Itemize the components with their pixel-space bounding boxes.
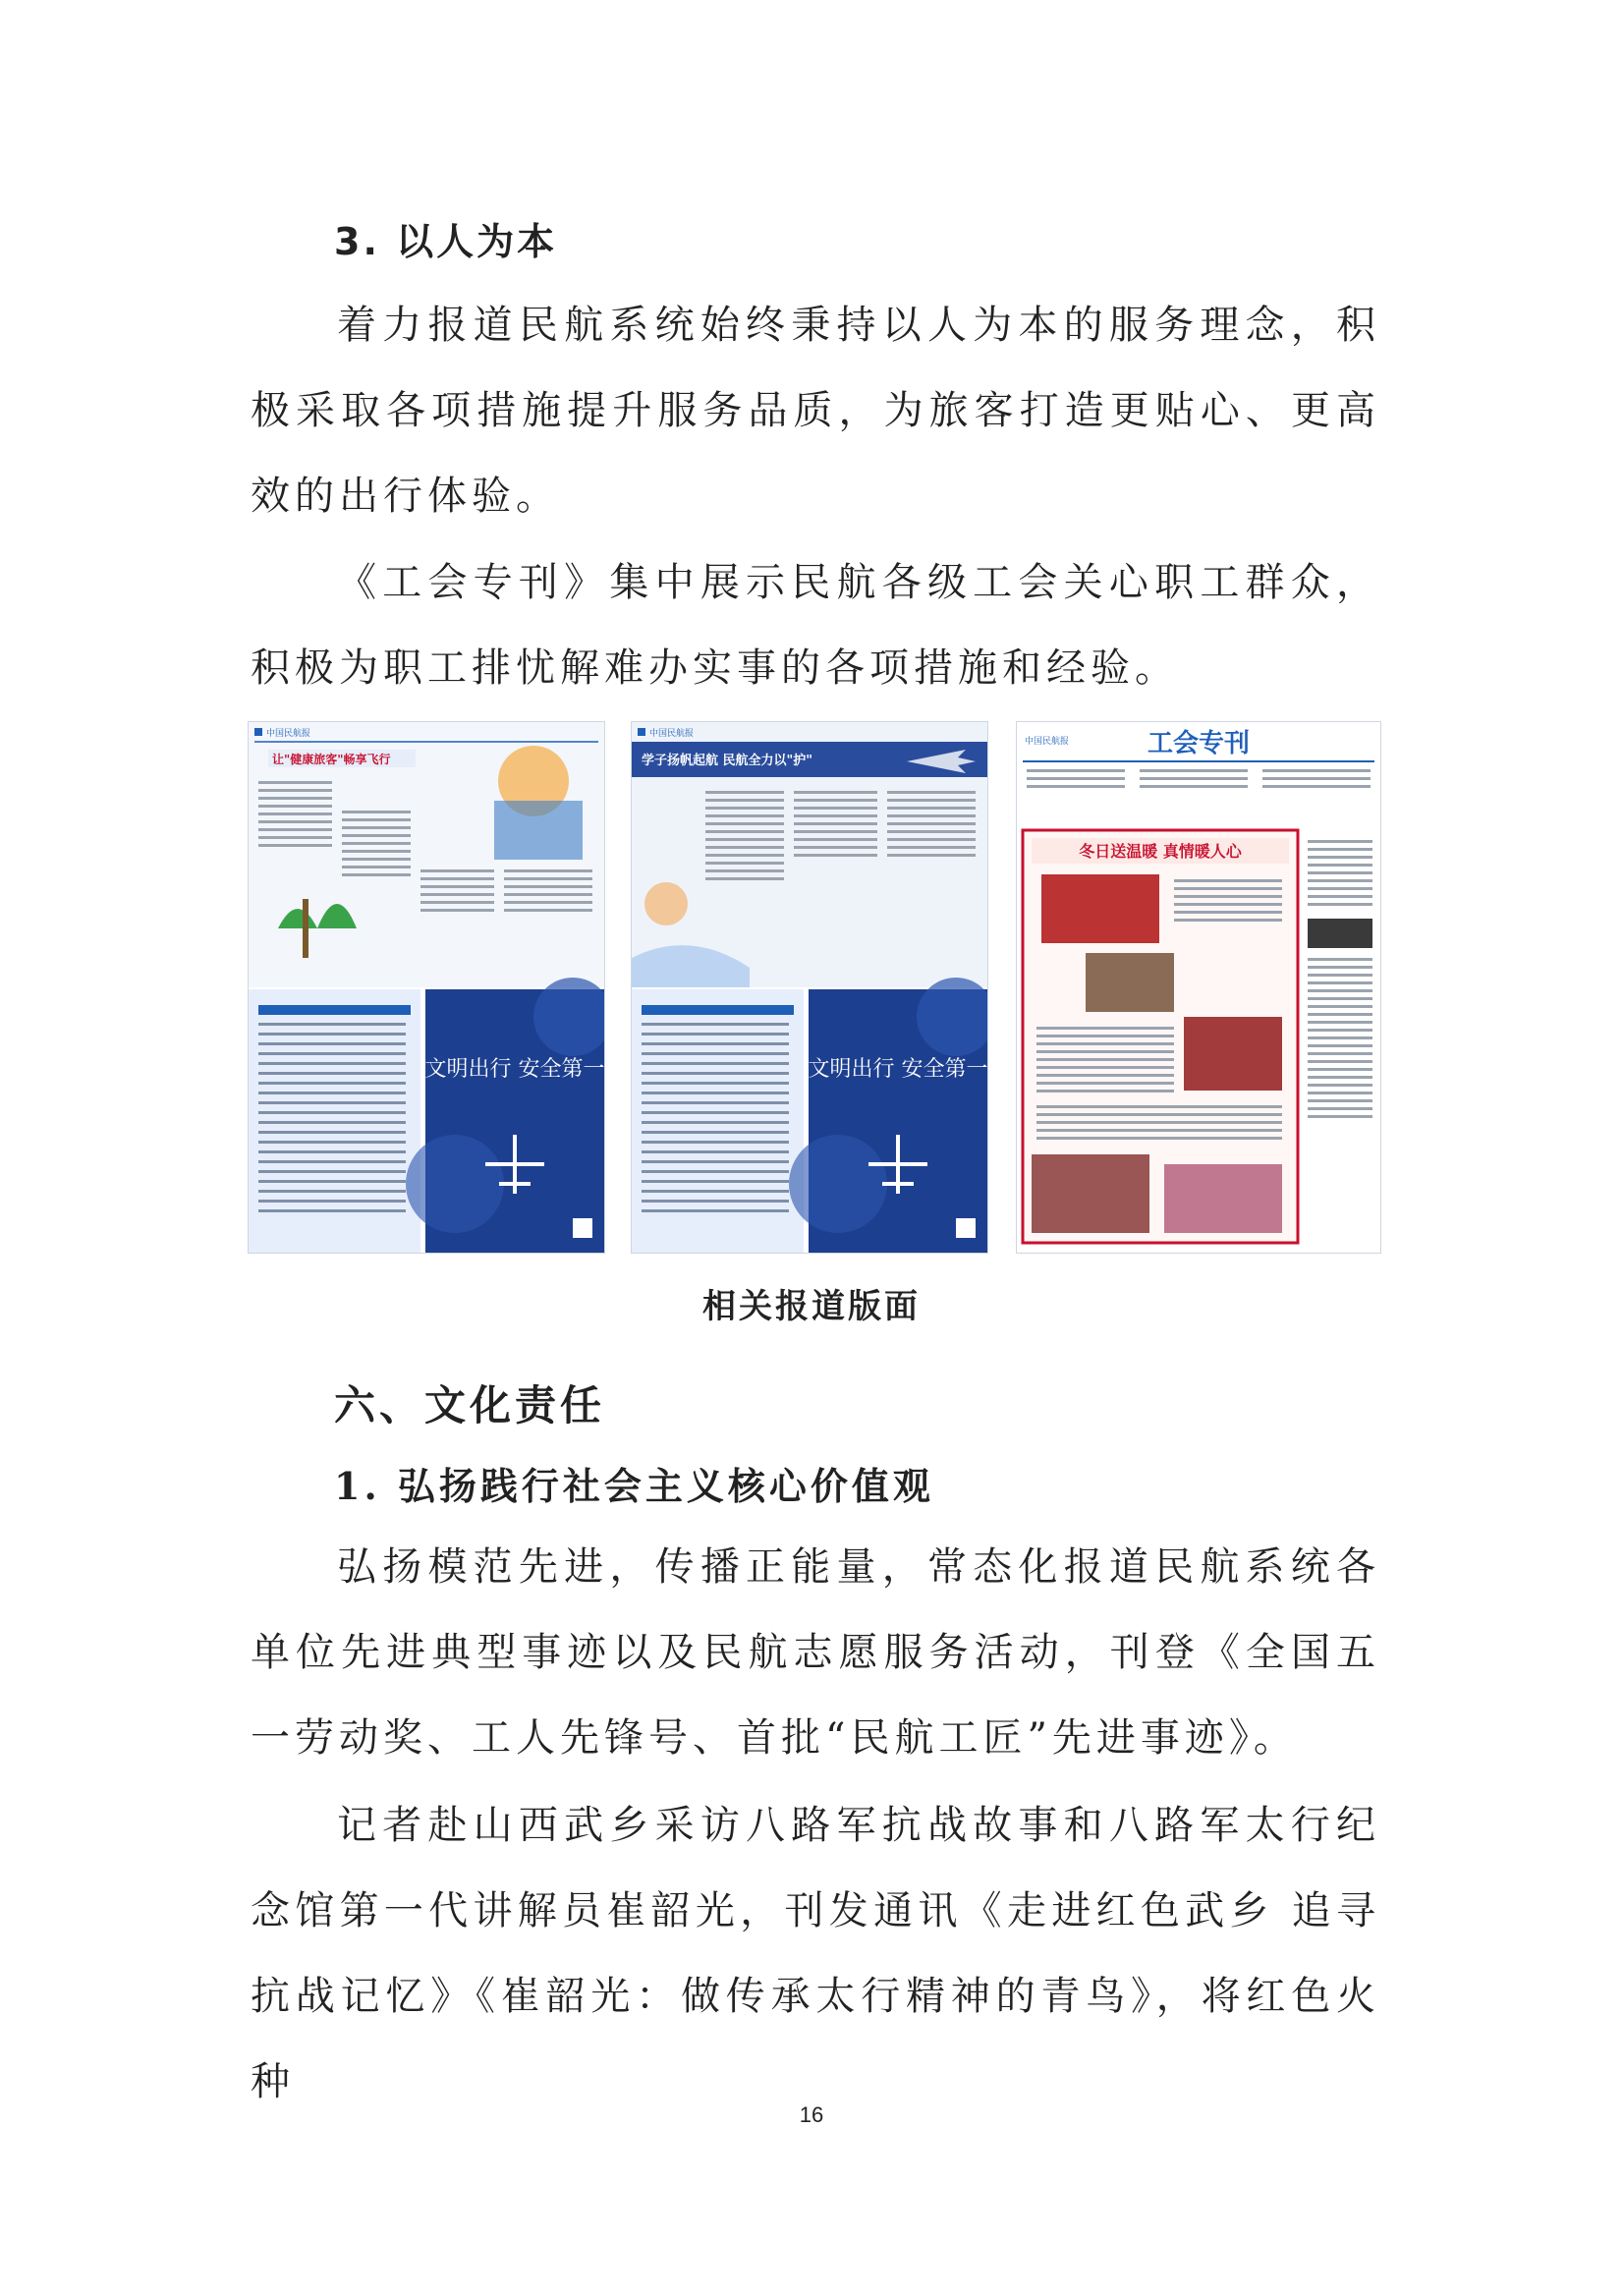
poster-text-1: 文明出行 安全第一 bbox=[424, 1057, 604, 1082]
page-number: 16 bbox=[799, 2102, 824, 2127]
paragraph-role-models: 弘扬模范先进，传播正能量，常态化报道民航系统各单位先进典型事迹以及民航志愿服务活动，刊登《全国五一劳动奖、工人先锋号、首批“民航工匠”先进事迹》。 bbox=[251, 1544, 1380, 1761]
paragraph-union-special: 《工会专刊》集中展示民航各级工会关心职工群众，积极为职工排忧解难办实事的各项措施和经验。 bbox=[251, 560, 1380, 691]
masthead-text-3: 中国民航报 bbox=[1025, 737, 1070, 747]
poster-text-2: 文明出行 安全第一 bbox=[808, 1057, 987, 1082]
section-heading-people-oriented: 3. 以人为本 bbox=[334, 220, 558, 263]
newspaper-page-image-1 bbox=[249, 722, 604, 1253]
subsection-heading-core-values: 1. 弘扬践行社会主义核心价值观 bbox=[334, 1464, 934, 1508]
masthead-text-1: 中国民航报 bbox=[266, 729, 311, 739]
newspaper-thumbnail-1 bbox=[249, 722, 604, 1253]
paragraph-service-concept: 着力报道民航系统始终秉持以人为本的服务理念，积极采取各项措施提升服务品质，为旅客打造更贴心、更高效的出行体验。 bbox=[251, 303, 1380, 519]
headline-text-2: 学子扬帆起航 民航全力以"护" bbox=[642, 754, 813, 768]
headline-text-1: 让"健康旅客"畅享飞行 bbox=[272, 753, 391, 766]
newspaper-thumbnail-3 bbox=[1017, 722, 1380, 1253]
headline-text-3: 冬日送温暖 真情暖人心 bbox=[1079, 842, 1242, 861]
newspaper-page-image-3 bbox=[1017, 722, 1380, 1253]
masthead-text-2: 中国民航报 bbox=[649, 729, 695, 739]
figure-caption: 相关报道版面 bbox=[702, 1287, 921, 1326]
report-layouts-figure bbox=[249, 722, 1380, 1253]
banner-text-3: 工会专刊 bbox=[1147, 729, 1251, 758]
section-heading-cultural-responsibility: 六、文化责任 bbox=[334, 1381, 606, 1429]
newspaper-thumbnail-2 bbox=[632, 722, 987, 1253]
paragraph-wuxiang-report: 记者赴山西武乡采访八路军抗战故事和八路军太行纪念馆第一代讲解员崔韶光，刊发通讯《走进红色武乡 追寻抗战记忆》《崔韶光：做传承太行精神的青鸟》，将红色火种 bbox=[251, 1803, 1380, 2104]
newspaper-page-image-2 bbox=[632, 722, 987, 1253]
